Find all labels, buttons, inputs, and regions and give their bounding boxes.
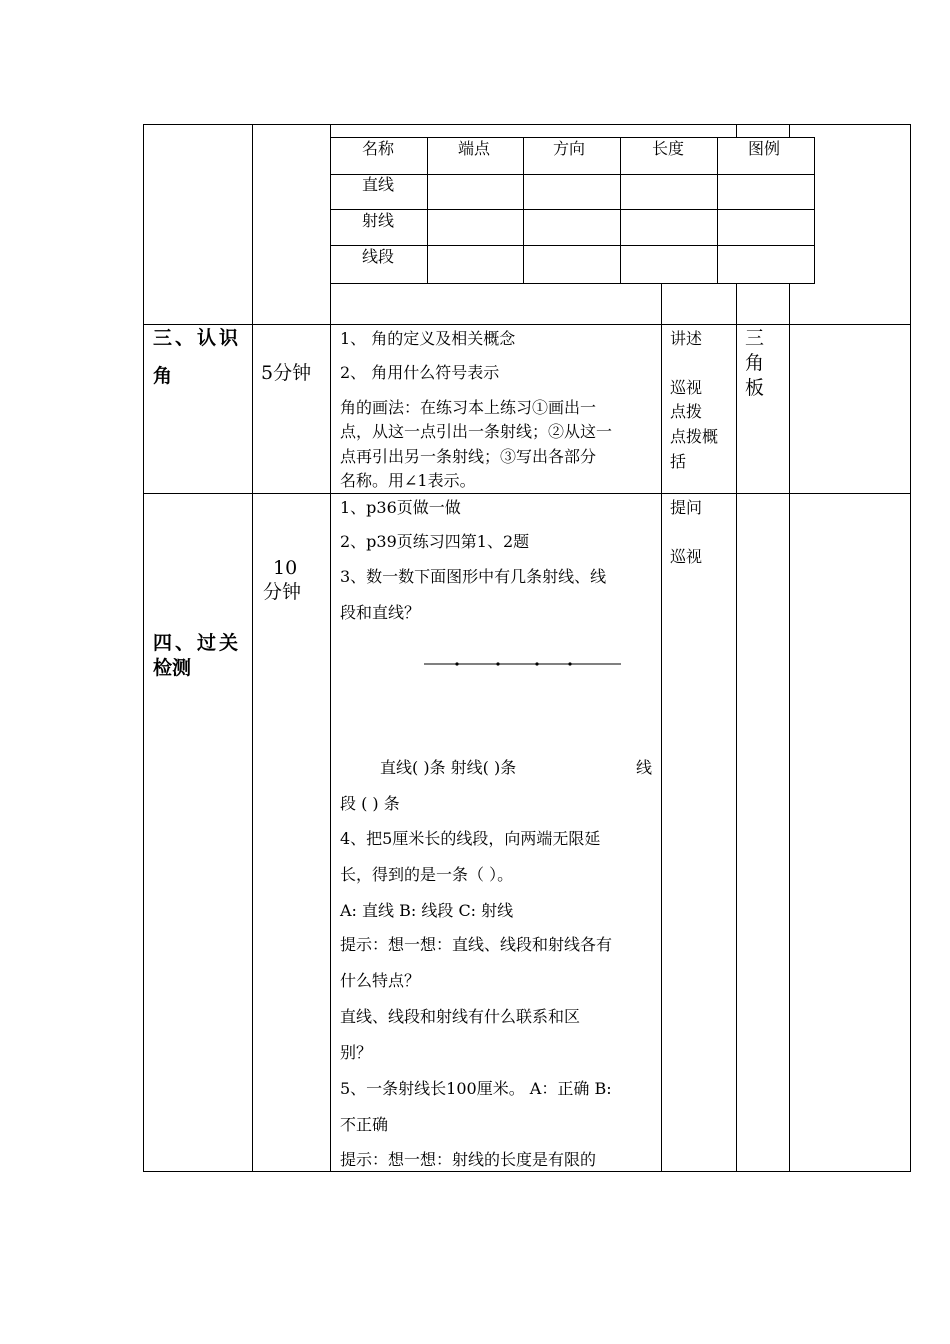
inner-table-row-3 — [330, 245, 815, 246]
col-divider-extra-top — [789, 124, 790, 138]
check-line-12: 什么特点？ — [340, 971, 421, 990]
section-4-title: 四、过关 — [153, 632, 242, 654]
figure-point-3 — [535, 662, 538, 665]
inner-table-col-1 — [427, 137, 428, 284]
method-lecture: 讲述 — [670, 329, 703, 348]
check-line-4: 段和直线？ — [340, 603, 421, 622]
tool-char-3: 板 — [745, 377, 765, 399]
check-line-1: 1、p36页做一做 — [340, 498, 461, 517]
check-line-5: 直线( )条 射线( )条 — [380, 758, 517, 777]
col-divider-extra-row1 — [789, 284, 790, 324]
method-question: 提问 — [670, 498, 703, 517]
header-endpoint: 端点 — [458, 139, 491, 158]
drawing-method-line-4: 名称。用∠1表示。 — [340, 471, 476, 490]
figure-point-2 — [496, 662, 499, 665]
drawing-method-line-3: 点再引出另一条射线；③写出各部分 — [340, 447, 597, 466]
section-4-time-unit: 分钟 — [263, 581, 302, 603]
method-patrol: 巡视 — [670, 378, 703, 397]
row-label-segment: 线段 — [362, 247, 395, 266]
header-length: 长度 — [652, 139, 685, 158]
drawing-method-line-1: 角的画法：在练习本上练习①画出一 — [340, 398, 597, 417]
check-line-16: 不正确 — [340, 1115, 389, 1134]
check-line-2: 2、p39页练习四第1、2题 — [340, 532, 530, 551]
method-guide: 点拨 — [670, 402, 703, 421]
col-divider-content — [330, 124, 331, 1172]
inner-table-col-3 — [620, 137, 621, 284]
line-points-figure — [420, 656, 626, 670]
check-line-13: 直线、线段和射线有什么联系和区 — [340, 1007, 581, 1026]
check-line-11: 提示：想一想：直线、线段和射线各有 — [340, 935, 613, 954]
check-line-15: 5、一条射线长100厘米。 A：正确 B: — [340, 1079, 612, 1098]
check-line-10: A: 直线 B: 线段 C: 射线 — [340, 901, 514, 920]
tool-char-1: 三 — [745, 327, 765, 349]
check-line-6: 线 — [636, 758, 653, 777]
method-guide-summary-cont: 括 — [670, 452, 687, 471]
col-divider-method-row1 — [661, 284, 662, 324]
drawing-method-line-2: 点，从这一点引出一条射线；②从这一 — [340, 422, 613, 441]
inner-table-row-1 — [330, 174, 815, 175]
col-divider-extra — [789, 324, 790, 1172]
table-bottom-border — [143, 1171, 911, 1172]
check-line-8: 4、把5厘米长的线段，向两端无限延 — [340, 829, 601, 848]
header-direction: 方向 — [553, 139, 586, 158]
col-divider-tool-row1 — [736, 284, 737, 324]
row-divider-2 — [143, 493, 911, 494]
header-example: 图例 — [748, 139, 781, 158]
section-3-title-cont: 角 — [153, 365, 173, 387]
section-4-time-number: 10 — [273, 557, 298, 579]
method-patrol-check: 巡视 — [670, 547, 703, 566]
check-line-17: 提示：想一想：射线的长度是有限的 — [340, 1150, 597, 1169]
inner-table-row-2 — [330, 209, 815, 210]
header-name: 名称 — [362, 139, 395, 158]
angle-item-1: 1、 角的定义及相关概念 — [340, 329, 516, 348]
inner-table-right — [814, 137, 815, 284]
method-guide-summary: 点拨概 — [670, 427, 719, 446]
col-divider-method — [661, 324, 662, 1172]
col-divider-time — [252, 124, 253, 1172]
row-label-ray: 射线 — [362, 211, 395, 230]
col-divider-tool — [736, 324, 737, 1172]
check-line-9: 长，得到的是一条（ ）。 — [340, 865, 514, 884]
inner-table-col-2 — [523, 137, 524, 284]
tool-char-2: 角 — [745, 352, 765, 374]
col-divider-tool-top — [736, 124, 737, 138]
table-top-border — [143, 124, 911, 125]
row-label-line: 直线 — [362, 175, 395, 194]
angle-item-2: 2、 角用什么符号表示 — [340, 363, 500, 382]
figure-point-1 — [455, 662, 458, 665]
inner-table-bottom — [330, 283, 815, 284]
table-left-border — [143, 124, 144, 1172]
check-line-3: 3、数一数下面图形中有几条射线、线 — [340, 567, 607, 586]
check-line-14: 别？ — [340, 1043, 373, 1062]
inner-table-col-4 — [717, 137, 718, 284]
row-divider-1 — [143, 324, 911, 325]
check-line-7: 段 ( ) 条 — [340, 794, 400, 813]
figure-point-4 — [568, 662, 571, 665]
section-4-title-cont: 检测 — [153, 657, 192, 679]
table-right-border — [910, 124, 911, 1172]
section-3-time: 5分钟 — [261, 362, 312, 384]
section-3-title: 三、认识 — [153, 327, 242, 349]
